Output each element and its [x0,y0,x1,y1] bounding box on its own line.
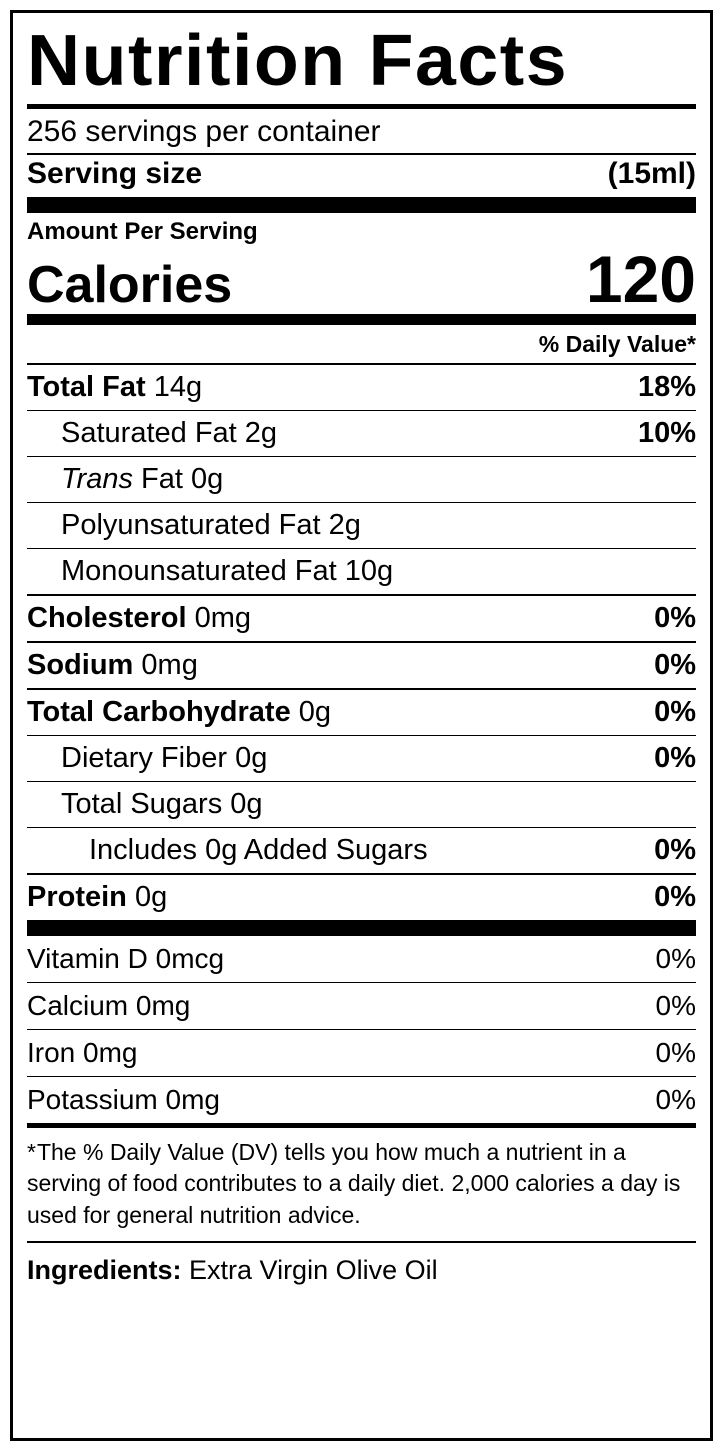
vitamin-row-iron [27,1030,696,1076]
vitamin-dv: 0% [655,990,696,1022]
nutrient-amount: 10g [344,555,394,588]
nutrient-row-protein [27,875,696,920]
nutrient-row-trans-fat [27,457,696,502]
ingredients-label: Ingredients: [27,1254,182,1285]
nutrient-amount: 0g [134,881,168,914]
nutrient-amount: 0g [298,696,332,729]
nutrient-row-cholesterol [27,596,696,641]
nutrient-name: Dietary Fiber [61,742,227,775]
nutrient-name: Protein [27,881,127,914]
vitamin-row-vitamin-d [27,936,696,982]
footnote-marker: * [27,1139,36,1166]
vitamin-name: Vitamin D 0mcg [27,943,225,975]
nutrient-amount: 0g [235,742,268,775]
nutrient-dv: 18% [637,371,696,404]
nutrient-name: Total Sugars [61,788,223,821]
nutrient-amount: 14g [153,371,203,404]
nutrient-name: Trans [61,463,133,496]
nutrient-dv: 0% [654,742,696,775]
page-title: Nutrition Facts [27,21,569,101]
nutrient-amount: 0mg [194,602,252,635]
divider-thick-vitamins [27,920,696,936]
vitamin-row-potassium [27,1077,696,1123]
nutrient-amount: 2g [244,417,278,450]
calories-row [27,242,696,317]
nutrient-row-saturated-fat [27,411,696,456]
nutrient-dv: 0% [654,834,696,867]
divider-thick-top [27,197,696,213]
nutrient-name: Total Fat [27,371,146,404]
nutrient-row-dietary-fiber [27,736,696,781]
calories-value: 120 [585,242,696,317]
ingredients-value: Extra Virgin Olive Oil [189,1254,438,1285]
nutrient-row-monounsaturated-fat [27,549,696,594]
daily-value-footnote [27,1128,696,1240]
vitamin-dv: 0% [655,1037,696,1069]
serving-size-label: Serving size [27,157,203,191]
nutrient-row-total-carbohydrate [27,690,696,735]
nutrient-amount: Fat 0g [141,463,224,496]
nutrient-amount: 0g [230,788,263,821]
serving-size-value: (15ml) [607,157,696,191]
nutrient-name: Includes 0g Added Sugars [89,834,428,867]
nutrient-dv: 0% [654,881,696,914]
nutrient-name: Sodium [27,649,134,682]
nutrient-row-sodium [27,643,696,688]
nutrient-name: Monounsaturated Fat [61,555,337,588]
nutrient-dv: 0% [654,602,696,635]
vitamin-name: Iron 0mg [27,1037,138,1069]
vitamin-row-calcium [27,983,696,1029]
vitamin-name: Calcium 0mg [27,990,191,1022]
divider-under-calories [27,314,696,325]
nutrient-amount: 0mg [141,649,198,682]
ingredients-section [27,1243,696,1286]
nutrient-amount: 2g [328,509,361,542]
nutrient-name: Total Carbohydrate [27,696,291,729]
nutrient-dv: 0% [654,649,696,682]
nutrient-dv: 10% [637,417,696,450]
vitamin-name: Potassium 0mg [27,1084,220,1116]
footnote-text: The % Daily Value (DV) tells you how much a nutrient in a serving of food contributes to a daily diet. 2,000 calories a day is used for general nutrition advice. [27,1139,681,1228]
serving-size-row [27,155,696,197]
nutrient-row-total-sugars [27,782,696,827]
nutrition-facts-label [10,10,713,1441]
daily-value-header: % Daily Value* [538,331,696,358]
nutrient-name: Polyunsaturated Fat [61,509,321,542]
calories-label: Calories [27,255,233,314]
vitamin-dv: 0% [655,943,696,975]
nutrient-row-added-sugars [27,828,696,873]
servings-per-container: 256 servings per container [27,115,381,149]
nutrient-name: Saturated Fat [61,417,237,450]
amount-per-serving-label: Amount Per Serving [27,218,258,246]
nutrient-name: Cholesterol [27,602,187,635]
nutrient-row-total-fat [27,365,696,410]
nutrient-row-polyunsaturated-fat [27,503,696,548]
vitamin-dv: 0% [655,1084,696,1116]
nutrient-dv: 0% [654,696,696,729]
